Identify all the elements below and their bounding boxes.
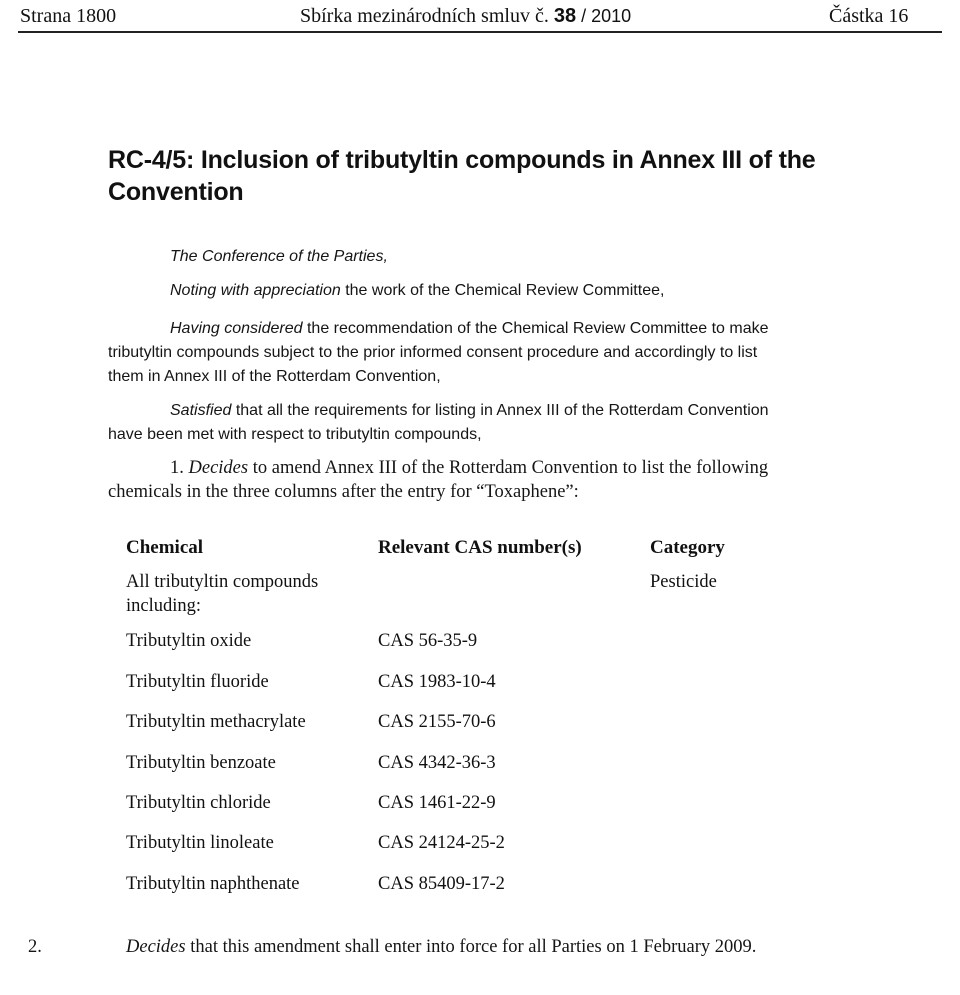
- decision-1-number: 1.: [170, 458, 184, 478]
- decision-1-line-1: [170, 455, 768, 481]
- header-cas: Relevant CAS number(s): [378, 537, 582, 558]
- noting-text: the work of the Chemical Review Committee,: [340, 282, 665, 299]
- table-row-chemical: Tributyltin fluoride: [126, 672, 269, 692]
- noting-lead: Noting with appreciation: [170, 282, 341, 299]
- table-row-chemical: Tributyltin linoleate: [126, 833, 274, 853]
- header-chemical: Chemical: [126, 537, 204, 558]
- table-row-cas: CAS 1983-10-4: [378, 672, 496, 692]
- decision-1-line-2: chemicals in the three columns after the entry for “Toxaphene”:: [108, 482, 579, 502]
- table-row-cas: CAS 56-35-9: [378, 631, 478, 651]
- table-row-cas: CAS 85409-17-2: [378, 874, 505, 894]
- table-row-chemical: Tributyltin benzoate: [126, 753, 276, 773]
- having-line-2: tributyltin compounds subject to the prior informed consent procedure and accordingly to list: [108, 344, 758, 361]
- collection-prefix: Sbírka mezinárodních smluv č.: [300, 5, 549, 27]
- header-rule: [18, 31, 942, 33]
- group-label-line-1: All tributyltin compounds: [126, 572, 319, 592]
- satisfied-line-1: [170, 398, 769, 424]
- issue-number: 38: [553, 5, 577, 27]
- satisfied-text: that all the requirements for listing in Annex III of the Rotterdam Convention: [231, 402, 769, 419]
- decision-2-lead: Decides: [126, 937, 186, 957]
- category-value: Pesticide: [650, 572, 717, 592]
- group-label-line-2: including:: [126, 596, 202, 616]
- conference-line: The Conference of the Parties,: [170, 248, 388, 265]
- decision-2-number: 2.: [28, 937, 42, 957]
- table-row-cas: CAS 1461-22-9: [378, 793, 496, 813]
- having-text: the recommendation of the Chemical Review Committee to make: [302, 320, 769, 337]
- table-row-cas: CAS 4342-36-3: [378, 753, 496, 773]
- page-number: Strana 1800: [20, 5, 117, 27]
- table-row-chemical: Tributyltin chloride: [126, 793, 271, 813]
- table-row-chemical: Tributyltin methacrylate: [126, 712, 306, 732]
- noting-paragraph: [170, 278, 664, 304]
- decision-2-paragraph: [126, 934, 756, 960]
- satisfied-line-2: have been met with respect to tributyltin compounds,: [108, 426, 482, 443]
- having-lead: Having considered: [170, 320, 303, 337]
- part-label: Částka 16: [829, 5, 909, 27]
- collection-title: [300, 4, 631, 28]
- table-row-chemical: Tributyltin oxide: [126, 631, 252, 651]
- decision-1-text: to amend Annex III of the Rotterdam Convention to list the following: [248, 458, 769, 478]
- decision-2-text: that this amendment shall enter into force for all Parties on 1 February 2009.: [185, 937, 757, 957]
- issue-year: / 2010: [581, 6, 632, 26]
- table-row-cas: CAS 2155-70-6: [378, 712, 496, 732]
- decision-title: RC-4/5: Inclusion of tributyltin compounds in Annex III of the Convention: [108, 146, 816, 206]
- header-category: Category: [650, 537, 725, 558]
- decision-1-lead: Decides: [188, 458, 249, 478]
- having-line-3: them in Annex III of the Rotterdam Convention,: [108, 368, 441, 385]
- table-row-cas: CAS 24124-25-2: [378, 833, 505, 853]
- table-row-chemical: Tributyltin naphthenate: [126, 874, 300, 894]
- having-line-1: [170, 316, 769, 342]
- satisfied-lead: Satisfied: [170, 402, 232, 419]
